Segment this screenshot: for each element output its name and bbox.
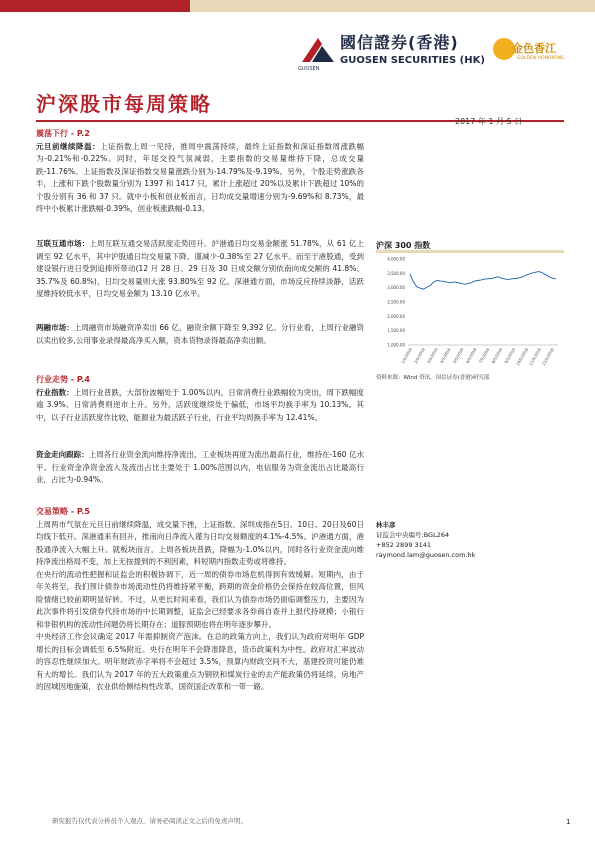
paragraph-text: 在央行的流动性把握和证监会的积极协调下，近一周的债券市场危机得到有效缓解。短期内，由于年关将至，我们预计债券市场流动性仍将维持紧平衡，跨期的资金价格仍会保持在较高位置，但风险情绪已较前期明显好转。不过，从更长时间来看，我们认为债券市场仍面临调整压力，主要因为此次事件将引发债券代持市场的中长期调整，证监会已经要求各券商自查并上报代持规模；小银行和非银机构的流动性问题仍将长期存在；道豚预期也将在明年逐步攀升。 [36, 569, 364, 629]
partner-name-en: GOLDEN HONGKONG [517, 56, 565, 61]
x-tick-label: 12/5/2016 [540, 347, 555, 367]
chart-title: 沪深 300 指数 [376, 241, 431, 250]
y-tick-label: 1,500.00 [387, 328, 405, 334]
brand-name-cn: 國信證券(香港) [340, 33, 459, 52]
section-connect [36, 238, 364, 301]
section-market [36, 128, 364, 216]
x-tick-label: 4/5/2016 [438, 347, 452, 365]
page-title: 沪深股市每周策略 [36, 92, 212, 116]
paragraph-lead: 行业指数： [36, 387, 74, 397]
paragraph [36, 141, 364, 216]
report-date: 2017 年 1 月 5 日 [455, 117, 523, 126]
x-tick-label: 6/5/2016 [464, 347, 478, 365]
paragraph-lead: 资金走向跟踪： [36, 450, 89, 459]
analyst-email[interactable]: raymond.lam@guosen.com.hk [376, 551, 476, 559]
paragraph-text: 上周行业普跌，大部份波幅处于 1.00%以内，日常消费行业跌幅较为突出，周下跌幅度逾 3.9%。日常消费则逆市上升。另外，活跃度继续处于偏低，市场平均换手率为 10.13%。其中，以子行业活跃度作比较，能源业为最活跃子行业，行业平均周换手率为 12.41%。 [36, 387, 364, 422]
header-bar-beige [190, 0, 595, 12]
page-number: 1 [566, 818, 571, 826]
paragraph-text: 上周两市气氛在元旦日前继续降温，成交量下挫，上证指数、深圳成指在5日、10日、20日及60日均线下低开。深港通来有回升，推南向日净流入谨为日均交易额度的4.1%-4.5%。沪港通方面，港股通净流入大幅上升。就板块而言，上周各板块普跌，降幅为-1.0%以内，同时各行业资金流向维持净流出格局不变，加上无按提到的不利因素，料短期内指数走势或将维持。 [36, 519, 364, 566]
disclaimer-footer: 研究报告仅代表分析员个人观点，请务必阅读正文之后的免责声明。 [52, 817, 247, 825]
chart-source: 资料来源：Wind 资讯，国信证券(香港)研究部 [376, 375, 490, 381]
x-tick-label: 2/5/2016 [412, 347, 426, 365]
section-heading: 交易策略 - P.5 [36, 507, 90, 516]
section-fund-flow [36, 449, 364, 487]
paragraph-lead: 元旦前继续降温： [36, 141, 101, 151]
analyst-name: 林丰彦 [376, 521, 396, 529]
y-tick-label: 3,000.00 [387, 285, 405, 291]
paragraph-lead: 两融市场： [36, 323, 74, 332]
paragraph [36, 631, 364, 694]
y-tick-label: 2,500.00 [387, 299, 405, 305]
y-tick-label: 2,000.00 [387, 313, 405, 319]
section-strategy [36, 506, 364, 694]
paragraph [36, 387, 364, 425]
analyst-contact [376, 520, 475, 560]
brand-name-en: GUOSEN SECURITIES (HK) [340, 55, 485, 66]
y-tick-label: 3,500.00 [387, 270, 405, 276]
x-tick-label: 5/5/2016 [451, 347, 465, 365]
series-line [410, 272, 556, 290]
paragraph-text: 上周各行业资金流向维持净流出，工业板块再度为流出最高行业，维持在-160 亿水平。行业资金净资金流入及流出占比主要处于 1.00%范围以内，电信服务为资金流出占比最高行业，占比为-0.94%。 [36, 450, 364, 484]
analyst-phone: +852 2899 3141 [376, 541, 432, 549]
brand-sub: GUOSEN [298, 66, 320, 72]
guosen-logo-icon [300, 36, 336, 64]
paragraph-text: 上周互联互通交易活跃度走势回升。沪港通日均交易金额涨 51.78%，从 61 亿上调至 92 亿水平，其中沪股通日均交易量下降，谨减少-0.38%至 27 亿水平。而至于港股通，受到建设银行进日受到追捧所带动(12 月 28 日、29 日及 30 日成交额分别依南向成交额的 41.8%、35.7%及 60.8%)，日均交易量则大涨 93.80%至 92 亿。深港通方面，市场反应持续淡静，活跃度维持较低水平，日均交易金额为 13.10 亿水平。 [36, 239, 365, 298]
y-tick-label: 1,000.00 [387, 342, 405, 348]
section-margin [36, 322, 364, 347]
x-tick-label: 3/5/2016 [425, 347, 439, 365]
partner-name-cn: 金色香江 [512, 42, 556, 55]
section-industry [36, 374, 364, 424]
paragraph [36, 322, 364, 347]
x-tick-label: 11/5/2016 [527, 347, 542, 367]
csi300-line-chart [376, 253, 564, 371]
header-bar-red [0, 0, 190, 12]
x-tick-label: 1/5/2016 [400, 347, 413, 365]
paragraph [36, 238, 364, 301]
x-tick-label: 10/5/2016 [514, 347, 530, 367]
section-heading: 震荡下行 - P.2 [36, 129, 90, 138]
paragraph-text: 中央经济工作会议确定 2017 年需抑制资产泡沫。在总的政策方向上，我们认为政府对明年 GDP 增长的目标会调低至 6.5%附近。央行在明年不会降准降息，货币政策料为中性。政府对汇率波动的容忍性继续加大。明年财政赤字率将不会超过 3.5%，预算内财政空间不大，基建投资可能仍难有大的增长。我们认为 2017 年的五大政策重点为钢铁和煤炭行业的去产能政策仍将延续，房地产的因城因地施策，农业供给侧结构性改革，国资国企改革和一带一路。 [36, 632, 364, 691]
paragraph-text: 上证指数上周一见持，推周中震荡持续，最终上证指数和深证指数周涨跌幅为-0.21%和-0.22%。同时，年尾交投气氛减弱，主要指数的交易量维持下降，总成交量跌-11.76%。上证指数及深证指数交易量涨跌分别为-14.79%及-9.19%。另外，个股走势涨跌各半，上涨和下跌个股数量分别为 1397 和 1417 只，累计上涨超过 20%以及累计下跌超过 10%的个股分别有 36 和 37 只。就中小板和创业板而言，日均成交量增速分别为-9.69%和 8.73%，最终中小板累计涨跌幅-0.39%，创业板涨跌幅-0.13。 [36, 141, 365, 213]
paragraph [36, 449, 364, 487]
paragraph [36, 519, 364, 569]
analyst-cert: 证监会中央编号:BGL264 [376, 531, 450, 539]
x-tick-label: 9/5/2016 [503, 347, 517, 365]
x-tick-label: 7/5/2016 [477, 347, 491, 365]
section-heading: 行业走势 - P.4 [36, 375, 90, 384]
paragraph [36, 569, 364, 632]
paragraph-text: 上周融资市场融资净卖出 66 亿，融资余额下降至 9,392 亿。分行业看，上周行业融资以卖出较多,公用事业录得最高净买入额，资本货物录得最高净卖出额。 [36, 323, 365, 345]
x-tick-label: 8/5/2016 [490, 347, 504, 365]
paragraph-lead: 互联互通市场： [36, 239, 90, 248]
y-tick-label: 4,000.00 [387, 256, 405, 262]
